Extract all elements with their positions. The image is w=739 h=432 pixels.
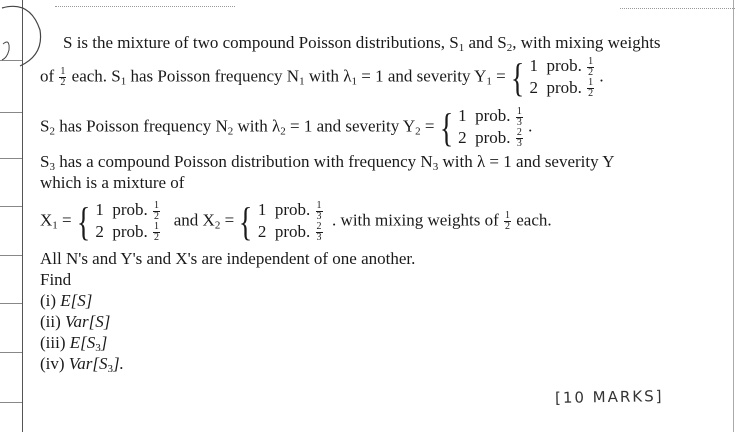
margin-tick-4 <box>0 206 22 207</box>
y2-cases: 1 prob. $\frac{1}{3}$ 2 prob. $\frac{2}{3}$ <box>458 105 522 150</box>
margin-tick-2 <box>0 112 22 113</box>
y2-brace: { <box>439 104 454 150</box>
half-fraction: $\frac{1}{2}$ <box>60 66 66 89</box>
s3-line-1: $S_3$ has a compound Poisson distribution with frequency $N_3$ with λ = 1 and severity Y <box>40 152 615 173</box>
marks-annotation: [10 MARKS] <box>554 387 664 407</box>
margin-tick-6 <box>0 303 22 304</box>
y1-brace: { <box>510 54 525 100</box>
right-margin-line <box>733 0 734 432</box>
top-dotted-rule-right <box>620 8 735 9</box>
question-item-4: (iv) $Var[S_3]$. <box>40 354 124 375</box>
intro-line-1: S is the mixture of two compound Poisson distributions, $S_1$ and $S_2$, with mixing weights <box>63 33 661 54</box>
x1-cases: 1 prob. $\frac{1}{2}$ 2 prob. $\frac{1}{2}$ <box>95 199 159 244</box>
margin-tick-5 <box>0 255 22 256</box>
s2-line: $S_2$ has Poisson frequency $N_2$ with $\lambda_2 = 1$ and severity $Y_2$ = { 1 prob. $\frac{1}{3}$ 2 prob. $\frac{2}{3}$ . <box>40 104 533 150</box>
y1-cases: 1 prob. $\frac{1}{2}$ 2 prob. $\frac{1}{2}$ <box>529 55 594 100</box>
question-item-2: (ii) Var[S] <box>40 312 111 331</box>
x1-brace: { <box>76 198 91 244</box>
corner-curve-mark <box>0 0 45 70</box>
half-fraction-2: $\frac{1}{2}$ <box>505 210 510 233</box>
s3-line-2: which is a mixture of <box>40 173 185 192</box>
x2-cases: 1 prob. $\frac{1}{3}$ 2 prob. $\frac{2}{3}$ <box>257 199 322 244</box>
margin-tick-7 <box>0 352 22 353</box>
question-item-1: (i) E[S] <box>40 291 93 310</box>
margin-tick-8 <box>0 402 22 403</box>
x2-brace: { <box>239 198 253 244</box>
intro-line-2: of $\frac{1}{2}$ each. $S_1$ has Poisson frequency $N_1$ with $\lambda_1 = 1$ and severity $Y_1$ = { 1 prob. $\frac{1}{2}$ 2 prob. $\frac{1}{2}$ . <box>40 54 604 100</box>
top-dotted-rule <box>55 6 235 7</box>
independence-statement: All N's and Y's and X's are independent of one another. <box>40 249 416 268</box>
question-item-3: (iii) $E[S_3]$ <box>40 333 108 354</box>
x-mixture-line: $X_1$ = { 1 prob. $\frac{1}{2}$ 2 prob. $\frac{1}{2}$ and $X_2$ = { 1 prob. $\frac{1}{3}$ 2 prob. $\frac{2}{3}$ . with mixing weights of $\frac{1}{2}$ each. <box>40 198 552 244</box>
find-label: Find <box>40 270 72 289</box>
margin-tick-3 <box>0 158 22 159</box>
